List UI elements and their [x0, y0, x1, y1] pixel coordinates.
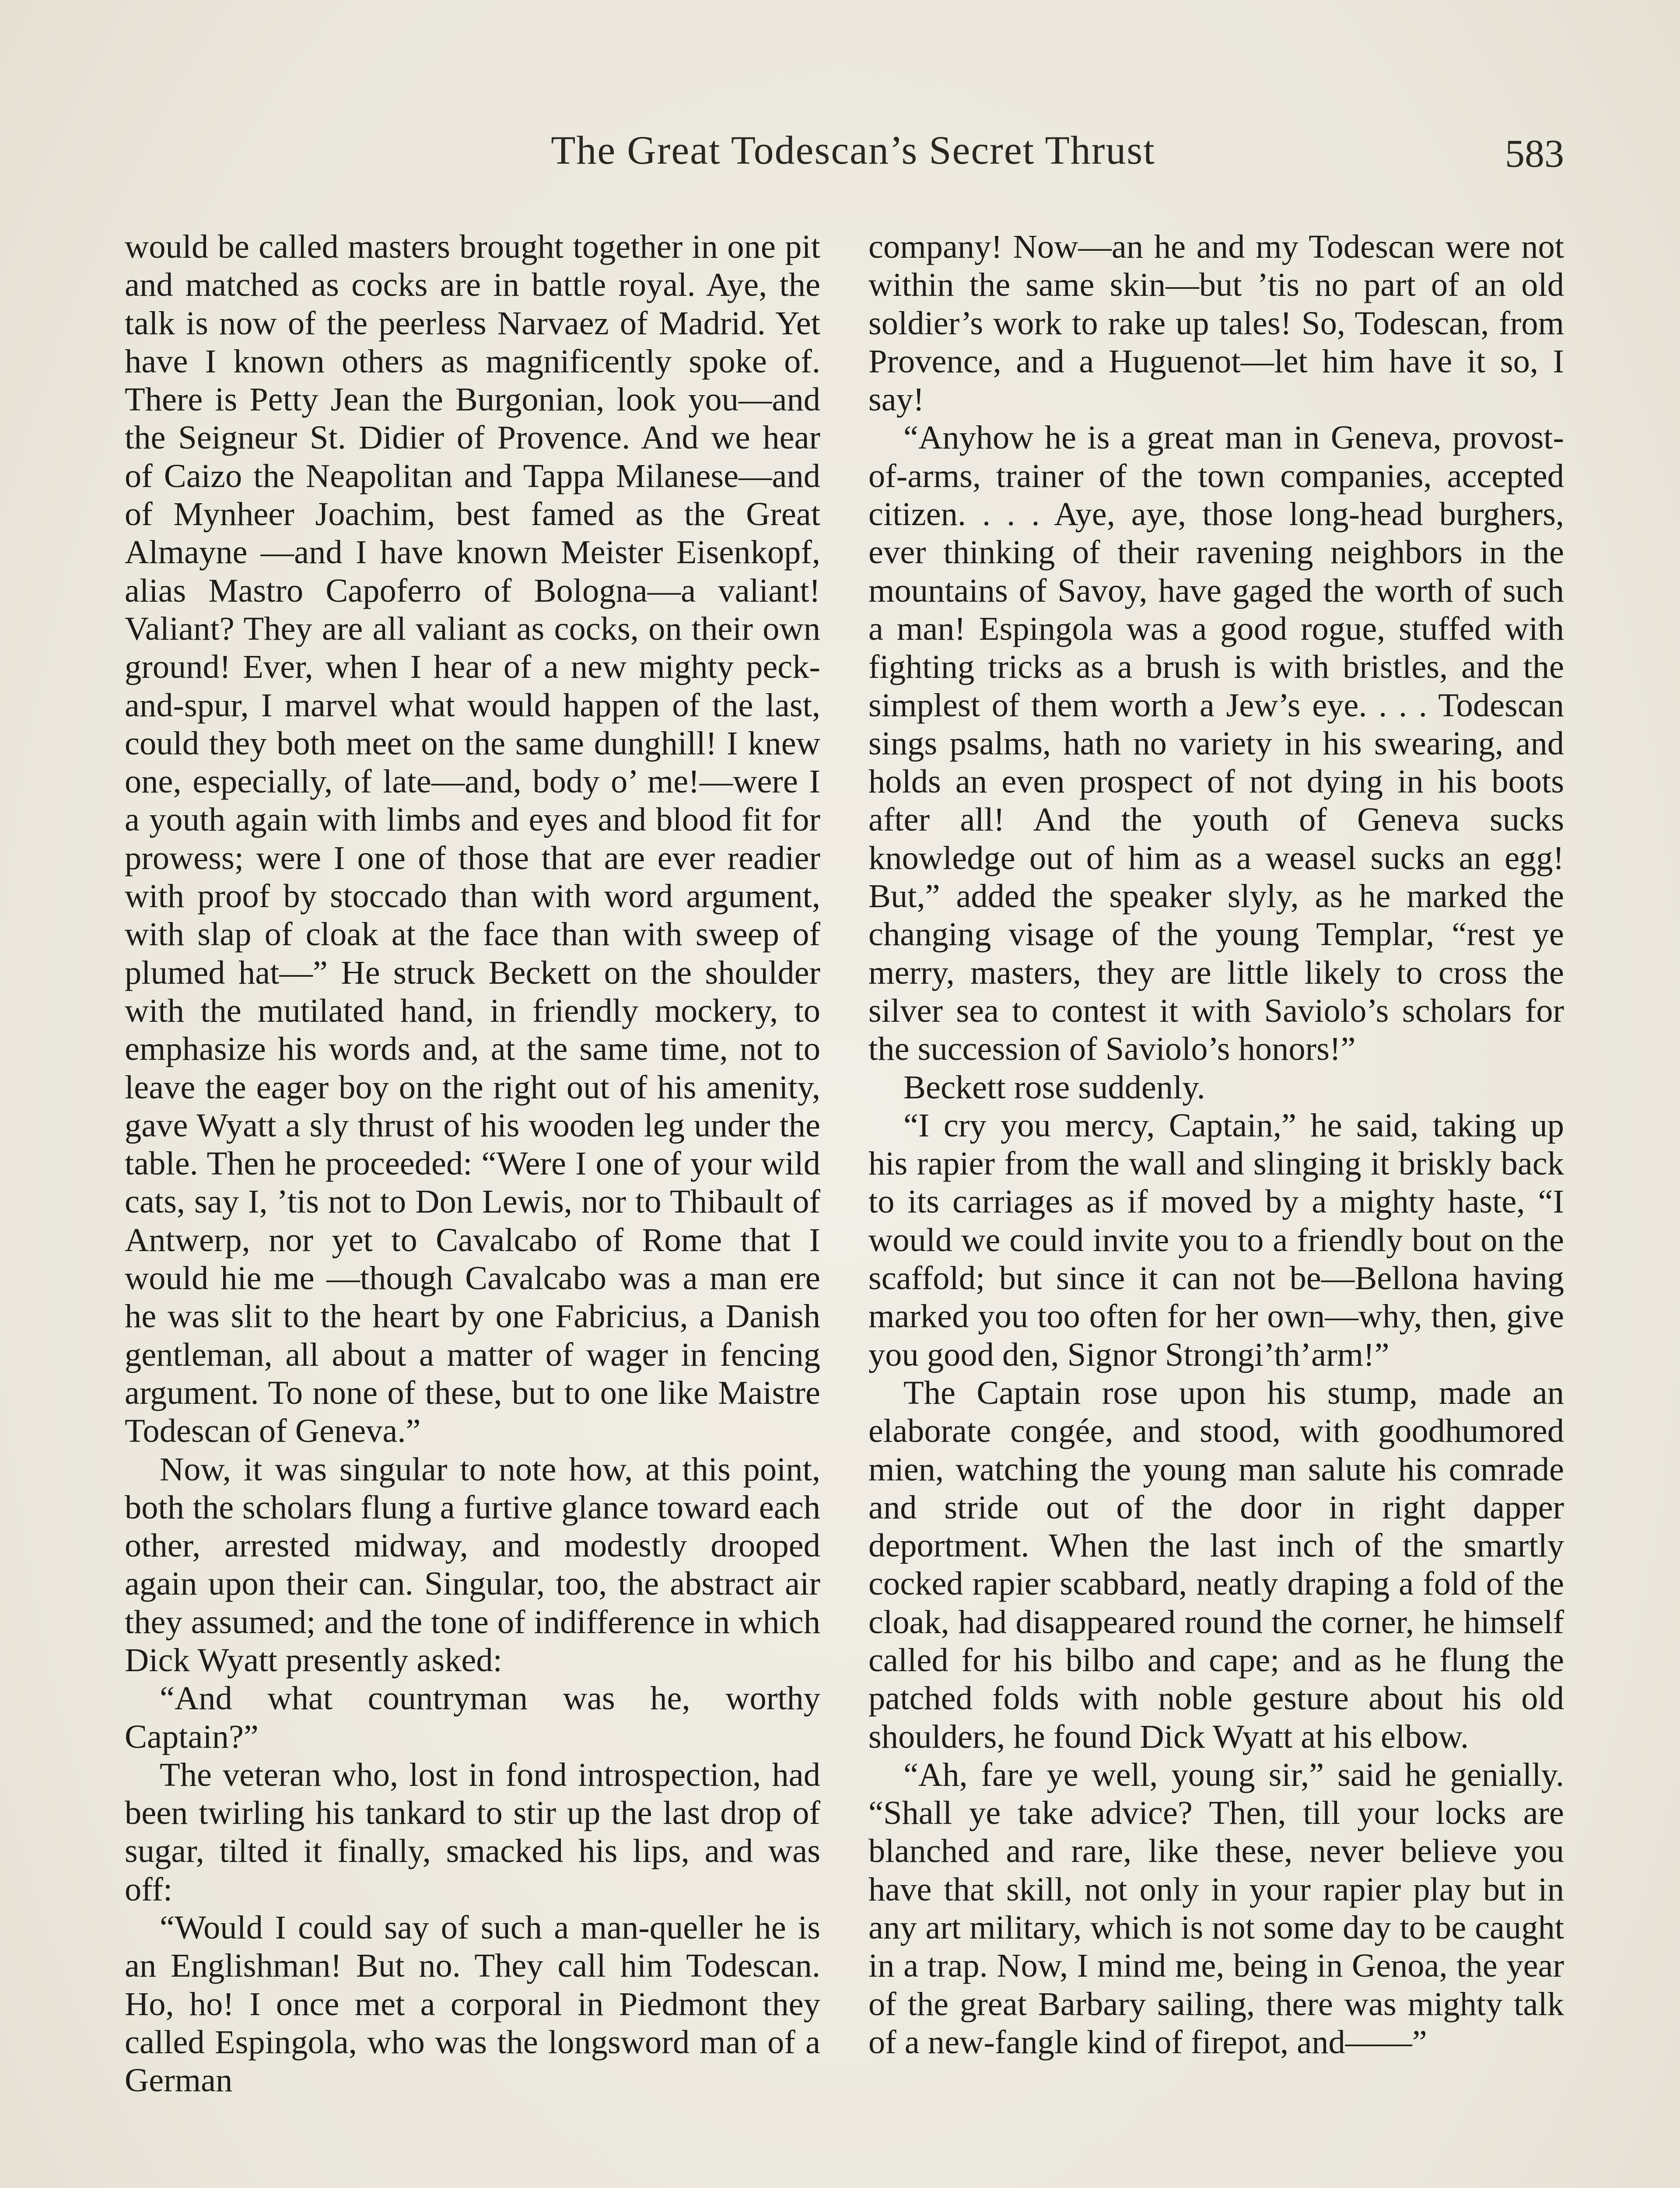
paragraph: “Ah, fare ye well, young sir,” said he genially. “Shall ye take advice? Then, till your locks are blanched and rare, like these, never believe you have that skill, not only in your rapier play but in any art military, which is not some day to be caught in a trap. Now, I mind me, being in Genoa, the year of the great Barbary sailing, there was mighty talk of a new-fangle kind of firepot, and——”: [868, 1756, 1564, 2061]
paragraph: The veteran who, lost in fond introspection, had been twirling his tankard to stir up the last drop of sugar, tilted it finally, smacked his lips, and was off:: [125, 1756, 820, 1908]
paragraph: The Captain rose upon his stump, made an elaborate congée, and stood, with goodhumored mien, watching the young man salute his comrade and stride out of the door in right dapper deportment. When the last inch of the smartly cocked rapier scabbard, neatly draping a fold of the cloak, had disappeared round the corner, he himself called for his bilbo and cape; and as he flung the patched folds with noble gesture about his old shoulders, he found Dick Wyatt at his elbow.: [868, 1374, 1564, 1755]
text-column-right: [868, 228, 1564, 2061]
paragraph: would be called masters brought together in one pit and matched as cocks are in battle royal. Aye, the talk is now of the peerless Narvaez of Madrid. Yet have I known others as magnificently spoke of. There is Petty Jean the Burgonian, look you—and the Seigneur St. Didier of Provence. And we hear of Caizo the Neapolitan and Tappa Milanese—and of Mynheer Joachim, best famed as the Great Almayne —and I have known Meister Eisenkopf, alias Mastro Capoferro of Bologna—a valiant! Valiant? They are all valiant as cocks, on their own ground! Ever, when I hear of a new mighty peck-and-spur, I marvel what would happen of the last, could they both meet on the same dunghill! I knew one, especially, of late—and, body o’ me!—were I a youth again with limbs and eyes and blood fit for prowess; were I one of those that are ever readier with proof by stoccado than with word argument, with slap of cloak at the face than with sweep of plumed hat—” He struck Beckett on the shoulder with the mutilated hand, in friendly mockery, to emphasize his words and, at the same time, not to leave the eager boy on the right out of his amenity, gave Wyatt a sly thrust of his wooden leg under the table. Then he proceeded: “Were I one of your wild cats, say I, ’tis not to Don Lewis, nor to Thibault of Antwerp, nor yet to Cavalcabo of Rome that I would hie me —though Cavalcabo was a man ere he was slit to the heart by one Fabricius, a Danish gentleman, all about a matter of wager in fencing argument. To none of these, but to one like Maistre Todescan of Geneva.”: [125, 228, 820, 1450]
page-number: 583: [1505, 132, 1564, 175]
paragraph: “Anyhow he is a great man in Geneva, provost-of-arms, trainer of the town companies, accepted citizen. . . . Aye, aye, those long-head burghers, ever thinking of their ravening neighbors in the mountains of Savoy, have gaged the worth of such a man! Espingola was a good rogue, stuffed with fighting tricks as a brush is with bristles, and the simplest of them worth a Jew’s eye. . . . Todescan sings psalms, hath no variety in his swearing, and holds an even prospect of not dying in his boots after all! And the youth of Geneva sucks knowledge out of him as a weasel sucks an egg! But,” added the speaker slyly, as he marked the changing visage of the young Templar, “rest ye merry, masters, they are little likely to cross the silver sea to contest it with Saviolo’s scholars for the succession of Saviolo’s honors!”: [868, 419, 1564, 1068]
paragraph: company! Now—an he and my Todescan were not within the same skin—but ’tis no part of an old soldier’s work to rake up tales! So, Todescan, from Provence, and a Huguenot—let him have it so, I say!: [868, 228, 1564, 418]
paragraph: Now, it was singular to note how, at this point, both the scholars flung a furtive glance toward each other, arrested midway, and modestly drooped again upon their can. Singular, too, the abstract air they assumed; and the tone of indifference in which Dick Wyatt presently asked:: [125, 1450, 820, 1679]
running-title: The Great Todescan’s Secret Thrust: [551, 128, 1155, 172]
text-column-left: [125, 228, 820, 2100]
paragraph: “And what countryman was he, worthy Captain?”: [125, 1680, 820, 1755]
paragraph: “I cry you mercy, Captain,” he said, taking up his rapier from the wall and slinging it briskly back to its carriages as if moved by a mighty haste, “I would we could invite you to a friendly bout on the scaffold; but since it can not be—Bellona having marked you too often for her own—why, then, give you good den, Signor Strongi’th’arm!”: [868, 1106, 1564, 1373]
paragraph: “Would I could say of such a man-queller he is an Englishman! But no. They call him Todescan. Ho, ho! I once met a corporal in Piedmont they called Espingola, who was the longsword man of a German: [125, 1909, 820, 2099]
paragraph: Beckett rose suddenly.: [903, 1068, 1205, 1106]
